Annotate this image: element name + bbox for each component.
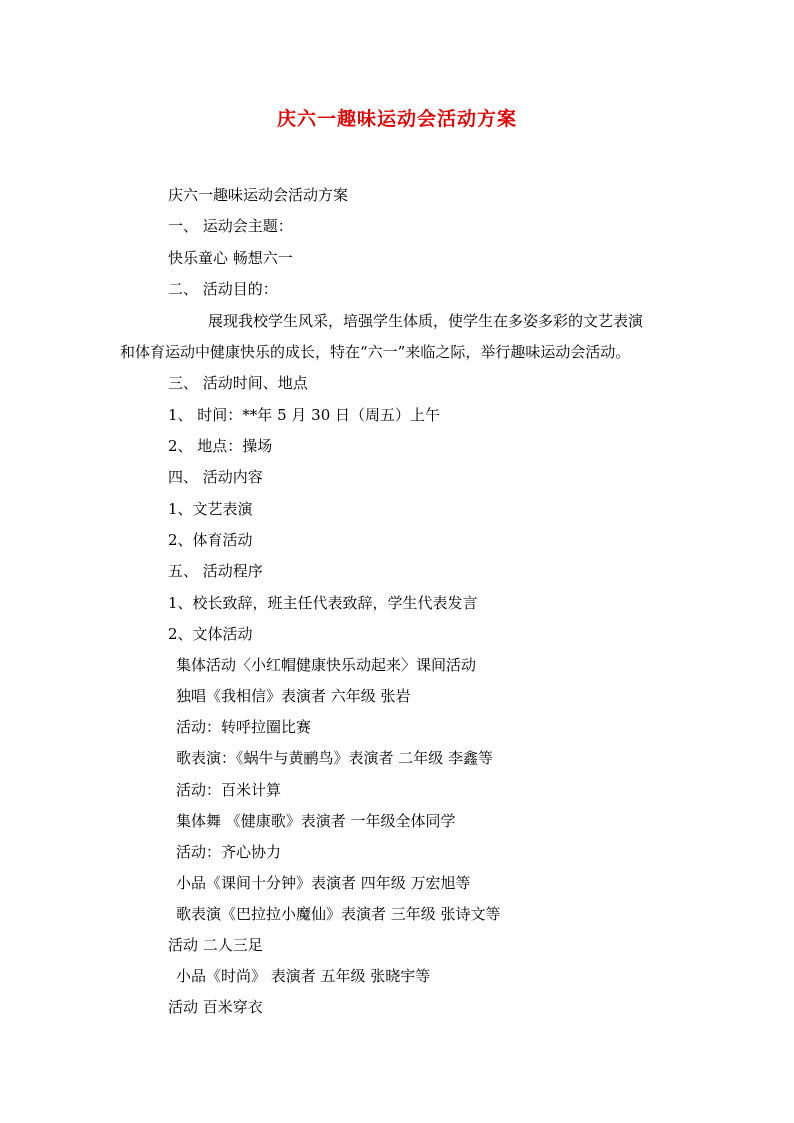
paragraph-line: 和体育运动中健康快乐的成长，特在“六一”来临之际，举行趣味运动会活动。	[120, 343, 631, 361]
section-heading-theme: 一、 运动会主题：	[168, 217, 293, 235]
program-item: 活动 百米穿衣	[168, 998, 263, 1016]
paragraph-line: 快乐童心 畅想六一	[168, 249, 293, 267]
program-item: 活动：转呼拉圈比赛	[176, 718, 312, 736]
program-item: 集体舞 《健康歌》表演者 一年级全体同学	[176, 812, 456, 830]
paragraph-line: 展现我校学生风采，培强学生体质，使学生在多姿多彩的文艺表演	[208, 312, 644, 330]
program-item: 活动：齐心协力	[176, 843, 282, 861]
section-heading-content: 四、 活动内容	[168, 468, 263, 486]
program-item: 小品《课间十分钟》表演者 四年级 万宏旭等	[176, 874, 471, 892]
list-item: 1、校长致辞，班主任代表致辞，学生代表发言	[168, 594, 478, 612]
program-item: 活动：百米计算	[176, 781, 282, 799]
program-item: 歌表演：《蜗牛与黄鹂鸟》表演者 二年级 李鑫等	[176, 749, 494, 767]
list-item: 2、文体活动	[168, 625, 253, 643]
program-item: 歌表演《巴拉拉小魔仙》表演者 三年级 张诗文等	[176, 905, 501, 923]
section-heading-procedure: 五、 活动程序	[168, 562, 263, 580]
list-item: 1、 时间：**年 5 月 30 日（周五）上午	[168, 406, 441, 424]
program-item: 活动 二人三足	[168, 936, 263, 954]
program-item: 集体活动〈小红帽健康快乐动起来〉课间活动	[176, 656, 477, 674]
list-item: 1、文艺表演	[168, 500, 253, 518]
list-item: 2、 地点：操场	[168, 437, 273, 455]
program-item: 独唱《我相信》表演者 六年级 张岩	[176, 687, 411, 705]
program-item: 小品《时尚》 表演者 五年级 张晓宇等	[176, 967, 431, 985]
section-heading-purpose: 二、 活动目的：	[168, 280, 278, 298]
list-item: 2、体育活动	[168, 531, 253, 549]
section-heading-time-place: 三、 活动时间、地点	[168, 374, 308, 392]
doc-subtitle: 庆六一趣味运动会活动方案	[168, 186, 349, 204]
document-title: 庆六一趣味运动会活动方案	[276, 108, 517, 130]
